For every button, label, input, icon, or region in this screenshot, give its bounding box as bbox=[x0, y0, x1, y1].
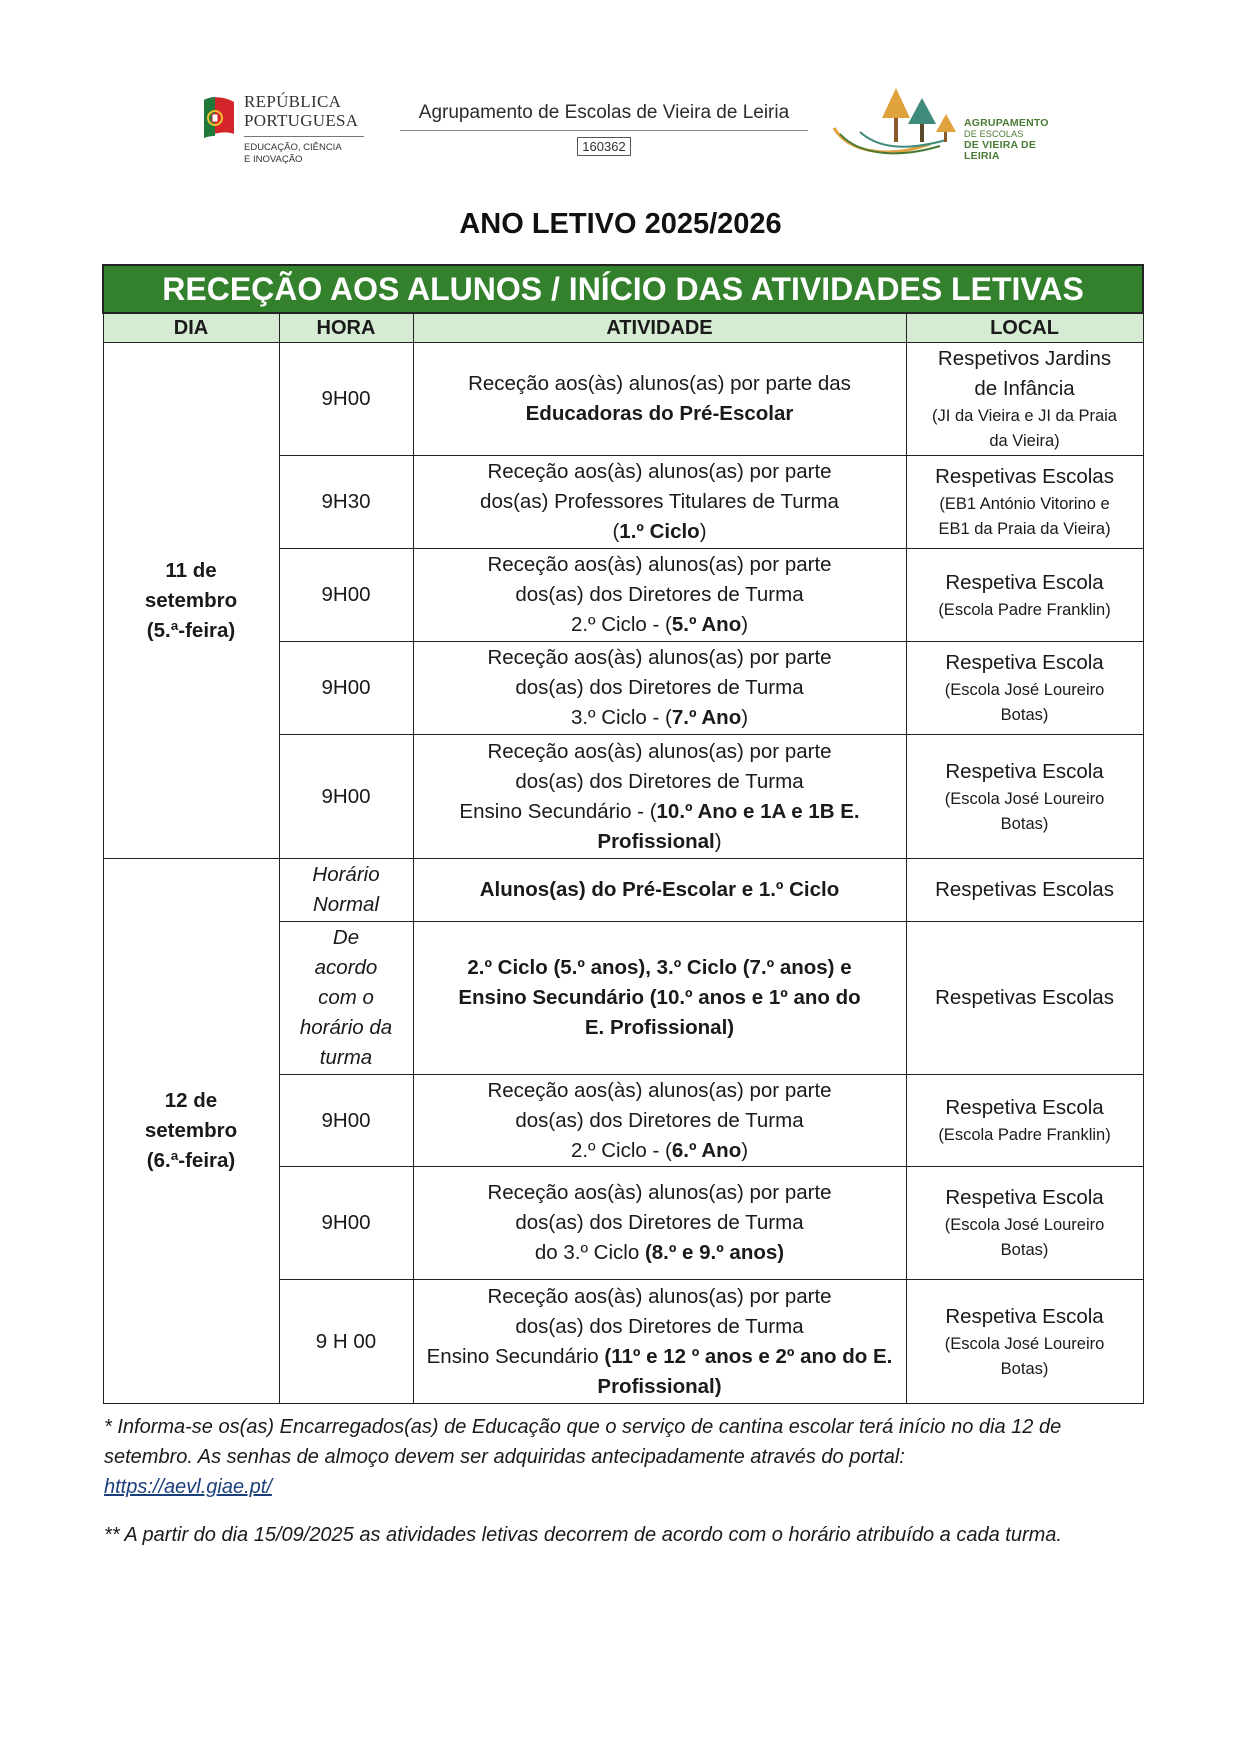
republica-portuguesa-logo bbox=[200, 90, 370, 170]
local-sub-line: (JI da Vieira e JI da Praia bbox=[932, 407, 1117, 425]
hora-cell: 9 H 00 bbox=[279, 1280, 413, 1404]
hora-cell: 9H30 bbox=[279, 456, 413, 549]
atividade-text-bold: 2.º Ciclo (5.º anos), 3.º Ciclo (7.º anos) e bbox=[467, 956, 852, 979]
local-sub-line: Botas) bbox=[1000, 1241, 1049, 1259]
local-sub bbox=[911, 404, 1139, 454]
atividade-text: dos(as) Professores Titulares de Turma bbox=[480, 490, 839, 513]
atividade-text-bold: Ensino Secundário (10.º anos e 1º ano do bbox=[458, 986, 861, 1009]
hora-text: turma bbox=[319, 1046, 373, 1069]
local-cell bbox=[906, 456, 1143, 549]
local-main-line: de Infância bbox=[974, 377, 1075, 400]
atividade-text: Ensino Secundário - ( bbox=[459, 799, 657, 823]
ministry-name bbox=[244, 142, 342, 166]
local-sub-line: (Escola José Loureiro bbox=[944, 789, 1105, 808]
local-main: Respetiva Escola bbox=[945, 1096, 1104, 1119]
atividade-cell: Alunos(as) do Pré-Escolar e 1.º Ciclo bbox=[413, 859, 906, 922]
local-sub bbox=[911, 492, 1139, 542]
republic-name-line1: REPÚBLICA bbox=[244, 92, 342, 111]
atividade-text-bold: 6.º Ano bbox=[671, 1138, 742, 1162]
atividade-text-bold: 10.º Ano e 1A e 1B E. Profissional bbox=[597, 799, 860, 853]
atividade-text: 3.º Ciclo - ( bbox=[570, 706, 672, 729]
atividade-cell bbox=[413, 343, 906, 456]
hora-text: acordo bbox=[314, 956, 378, 979]
note-cantina-text: * Informa-se os(as) Encarregados(as) de Educação que o serviço de cantina escolar terá início no dia 12 de setembro. As senhas de almoço devem ser adquiridas antecipadamente através do portal: bbox=[104, 1416, 1062, 1468]
local-main: Respetiva Escola bbox=[945, 1186, 1104, 1209]
atividade-text-bold: (8.º e 9.º anos) bbox=[644, 1241, 785, 1264]
note-atividades: ** A partir do dia 15/09/2025 as atividades letivas decorrem de acordo com o horário atribuído a cada turma. bbox=[104, 1524, 1062, 1546]
atividade-text: Receção aos(às) alunos(as) por parte bbox=[487, 1284, 832, 1308]
atividade-text: ) bbox=[699, 520, 707, 543]
logo-line3: DE VIEIRA DE LEIRIA bbox=[964, 139, 1037, 162]
local-cell bbox=[906, 343, 1143, 456]
ministry-line1: EDUCAÇÃO, CIÊNCIA bbox=[244, 142, 342, 153]
school-group-logo bbox=[830, 84, 1060, 164]
school-group-name: Agrupamento de Escolas de Vieira de Leiria bbox=[418, 102, 790, 123]
local-sub bbox=[911, 1332, 1139, 1382]
portal-link[interactable]: https://aevl.giae.pt/ bbox=[104, 1476, 272, 1498]
portuguese-flag-icon bbox=[200, 94, 238, 140]
local-sub-line: Botas) bbox=[1000, 706, 1049, 724]
atividade-text: dos(as) dos Diretores de Turma bbox=[515, 676, 804, 699]
atividade-text: do 3.º Ciclo bbox=[534, 1241, 645, 1264]
atividade-text: dos(as) dos Diretores de Turma bbox=[515, 583, 804, 606]
atividade-text: Receção aos(às) alunos(as) por parte bbox=[487, 460, 832, 483]
hora-text: com o bbox=[318, 986, 374, 1009]
local-main bbox=[911, 344, 1139, 404]
atividade-cell bbox=[413, 735, 906, 859]
local-sub-line: (Escola José Loureiro bbox=[944, 1334, 1105, 1353]
hora-cell bbox=[279, 922, 413, 1075]
atividade-text: Receção aos(às) alunos(as) por parte bbox=[487, 646, 832, 669]
local-cell bbox=[906, 859, 1143, 922]
local-cell bbox=[906, 1280, 1143, 1404]
atividade-text: Ensino Secundário bbox=[426, 1344, 605, 1368]
logo-line2: DE ESCOLAS bbox=[964, 129, 1024, 139]
day-cell-11-setembro bbox=[103, 343, 279, 859]
day-line: 12 de bbox=[164, 1089, 218, 1112]
hora-text: Normal bbox=[312, 893, 380, 916]
logo-line1: AGRUPAMENTO bbox=[964, 117, 1049, 129]
atividade-text-bold: (11º e 12 º anos e 2º ano do E. Profissional) bbox=[597, 1344, 893, 1398]
atividade-text: ) bbox=[741, 1138, 749, 1162]
hora-text: Horário bbox=[312, 863, 380, 886]
local-main: Respetiva Escola bbox=[945, 759, 1104, 783]
local-cell bbox=[906, 642, 1143, 735]
hora-cell: 9H00 bbox=[279, 642, 413, 735]
atividade-cell bbox=[413, 549, 906, 642]
atividade-text-bold: Educadoras do Pré-Escolar bbox=[525, 402, 794, 425]
local-cell bbox=[906, 549, 1143, 642]
atividade-text: ) bbox=[714, 829, 722, 853]
hora-cell: 9H00 bbox=[279, 735, 413, 859]
hora-text: De bbox=[332, 926, 360, 949]
atividade-text: ( bbox=[612, 520, 620, 543]
hora-text: horário da bbox=[299, 1016, 393, 1039]
local-cell bbox=[906, 1075, 1143, 1167]
republic-name-line2: PORTUGUESA bbox=[244, 111, 359, 130]
local-main: Respetivas Escolas bbox=[935, 878, 1114, 901]
column-header-hora: HORA bbox=[279, 313, 413, 343]
atividade-text-bold: 5.º Ano bbox=[671, 613, 742, 636]
atividade-cell bbox=[413, 1075, 906, 1167]
banner-row bbox=[103, 265, 1143, 313]
atividade-text: Receção aos(às) alunos(as) por parte bbox=[487, 1181, 832, 1204]
atividade-text: dos(as) dos Diretores de Turma bbox=[515, 1108, 804, 1132]
local-main: Respetivas Escolas bbox=[935, 465, 1114, 488]
local-main: Respetivas Escolas bbox=[935, 986, 1114, 1009]
note-cantina bbox=[104, 1412, 1144, 1502]
school-code: 160362 bbox=[577, 137, 630, 156]
day-line: 11 de bbox=[165, 558, 217, 582]
column-header-atividade: ATIVIDADE bbox=[413, 313, 906, 343]
atividade-text: Receção aos(às) alunos(as) por parte bbox=[487, 553, 832, 576]
local-sub-line: (EB1 António Vitorino e bbox=[939, 495, 1110, 513]
local-sub: (Escola Padre Franklin) bbox=[938, 600, 1111, 619]
atividade-text: 2.º Ciclo - ( bbox=[570, 613, 672, 636]
local-sub-line: Botas) bbox=[1000, 814, 1049, 833]
atividade-text: Receção aos(às) alunos(as) por parte bbox=[487, 1078, 832, 1102]
column-header-row bbox=[103, 313, 1143, 343]
atividade-text: ) bbox=[741, 613, 749, 636]
hora-cell: 9H00 bbox=[279, 549, 413, 642]
atividade-text: dos(as) dos Diretores de Turma bbox=[515, 769, 804, 793]
atividade-text-bold: 7.º Ano bbox=[671, 706, 742, 729]
divider bbox=[400, 130, 808, 131]
document-title: ANO LETIVO 2025/2026 bbox=[459, 208, 782, 240]
local-sub bbox=[911, 1213, 1139, 1263]
divider bbox=[244, 136, 364, 137]
table-banner: RECEÇÃO AOS ALUNOS / INÍCIO DAS ATIVIDADES LETIVAS bbox=[103, 265, 1143, 313]
day-line: setembro bbox=[144, 1119, 238, 1142]
hora-cell: 9H00 bbox=[279, 343, 413, 456]
local-cell bbox=[906, 1167, 1143, 1280]
table-row bbox=[103, 859, 1143, 922]
table-row bbox=[103, 343, 1143, 456]
schedule-table bbox=[102, 264, 1144, 1404]
local-sub bbox=[911, 678, 1139, 728]
atividade-text: dos(as) dos Diretores de Turma bbox=[515, 1314, 804, 1338]
local-main-line: Respetivos Jardins bbox=[937, 347, 1112, 370]
local-main: Respetiva Escola bbox=[945, 651, 1104, 674]
atividade-text: dos(as) dos Diretores de Turma bbox=[515, 1211, 804, 1234]
local-cell bbox=[906, 735, 1143, 859]
school-group-header bbox=[398, 96, 810, 166]
local-sub-line: da Vieira) bbox=[989, 432, 1060, 450]
logo-text bbox=[964, 118, 1060, 162]
day-line: (5.ª-feira) bbox=[146, 618, 236, 642]
atividade-cell bbox=[413, 642, 906, 735]
day-line: (6.ª-feira) bbox=[146, 1149, 236, 1172]
republic-name bbox=[244, 92, 358, 130]
local-cell bbox=[906, 922, 1143, 1075]
atividade-text-bold: E. Profissional) bbox=[584, 1016, 735, 1039]
local-sub-line: EB1 da Praia da Vieira) bbox=[938, 520, 1111, 538]
local-sub-line: Botas) bbox=[1000, 1359, 1049, 1378]
local-sub-line: (Escola José Loureiro bbox=[944, 1216, 1105, 1234]
local-main: Respetiva Escola bbox=[945, 1304, 1104, 1328]
day-cell-12-setembro bbox=[103, 859, 279, 1404]
atividade-text: Receção aos(às) alunos(as) por parte das bbox=[468, 372, 851, 395]
atividade-text-bold: 1.º Ciclo bbox=[619, 520, 700, 543]
day-line: setembro bbox=[144, 588, 238, 612]
hora-cell: 9H00 bbox=[279, 1167, 413, 1280]
hora-cell bbox=[279, 859, 413, 922]
hora-cell: 9H00 bbox=[279, 1075, 413, 1167]
atividade-text: ) bbox=[741, 706, 749, 729]
local-sub: (Escola Padre Franklin) bbox=[938, 1126, 1111, 1144]
atividade-text: 2.º Ciclo - ( bbox=[570, 1138, 672, 1162]
trees-logo-icon bbox=[830, 84, 960, 162]
column-header-dia: DIA bbox=[103, 313, 279, 343]
local-main: Respetiva Escola bbox=[945, 570, 1104, 594]
ministry-line2: E INOVAÇÃO bbox=[244, 154, 303, 165]
local-sub-line: (Escola José Loureiro bbox=[944, 681, 1105, 699]
atividade-cell bbox=[413, 456, 906, 549]
local-sub bbox=[911, 787, 1139, 837]
column-header-local: LOCAL bbox=[906, 313, 1143, 343]
atividade-cell bbox=[413, 922, 906, 1075]
atividade-cell bbox=[413, 1280, 906, 1404]
atividade-text: Receção aos(às) alunos(as) por parte bbox=[487, 739, 832, 763]
atividade-cell bbox=[413, 1167, 906, 1280]
